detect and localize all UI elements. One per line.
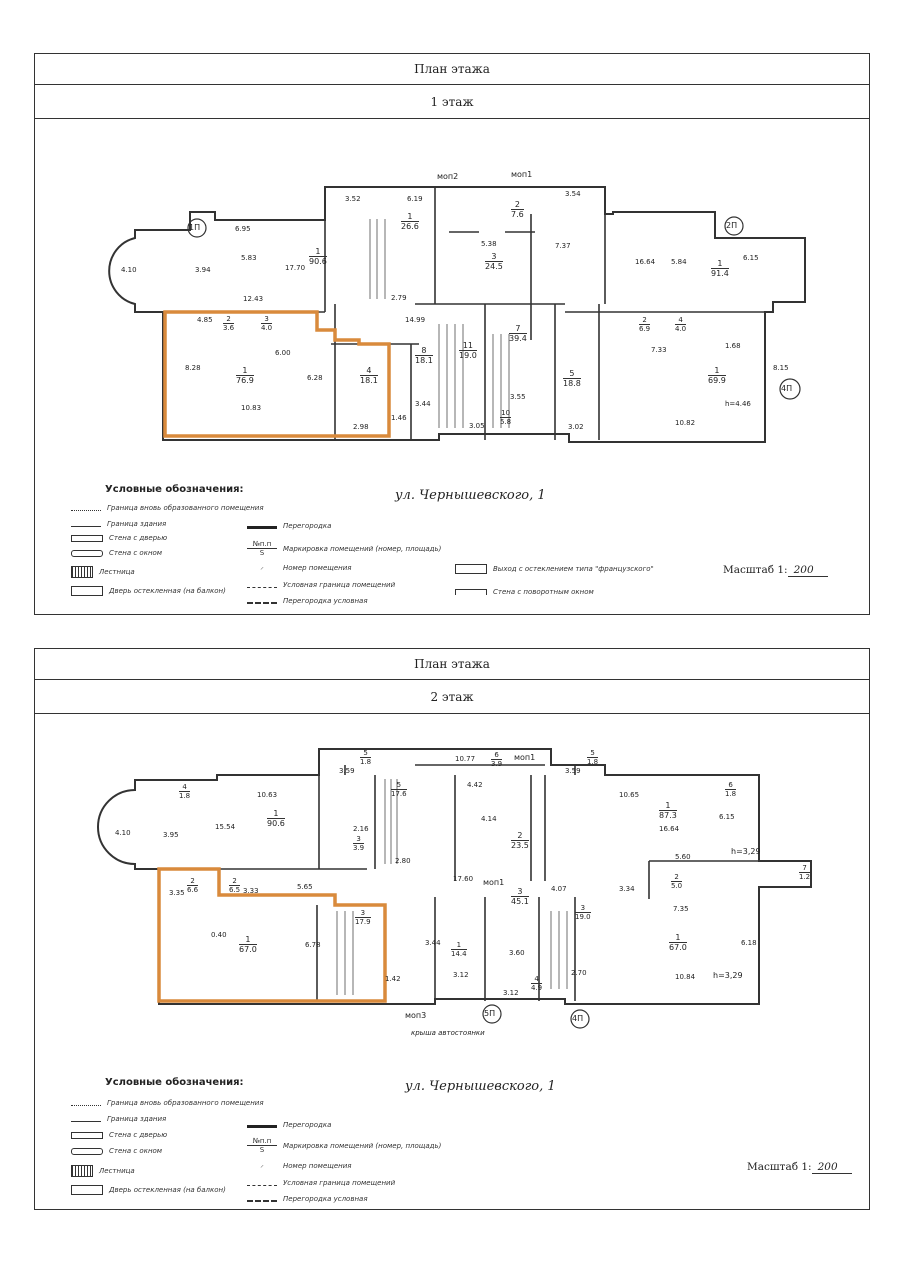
dimension: 0.40 — [211, 931, 227, 939]
dimension: 10.82 — [675, 419, 696, 427]
street-address: ул. Чернышевского, 1 — [405, 1079, 556, 1094]
scale-note: Масштаб 1: 200 — [747, 1161, 852, 1173]
stair-label-mop1: моп1 — [483, 878, 505, 887]
legend-item: №п.п S Маркировка помещений (номер, площадь) — [247, 540, 441, 557]
dimension: 5.60 — [675, 853, 691, 861]
dimension: 2.80 — [395, 857, 411, 865]
axis-mark-4p: 4П — [572, 1014, 584, 1023]
room-label: 2 6.6 — [187, 877, 199, 894]
dimension: 4.14 — [481, 815, 497, 823]
dimension: 6.78 — [305, 941, 321, 949]
room-label: 3 45.1 — [511, 887, 529, 906]
room-label: 6 1.8 — [725, 781, 737, 798]
dimension: 2.79 — [391, 294, 407, 302]
legend-item: Граница вновь образованного помещения — [71, 1099, 264, 1107]
dimension: 5.65 — [297, 883, 313, 891]
dimension: 3.33 — [243, 887, 259, 895]
room-label: 1 14.4 — [451, 941, 467, 958]
dimension: 17.70 — [285, 264, 306, 272]
dimension: 3.35 — [169, 889, 185, 897]
roof-note: крыша автостоянки — [411, 1029, 485, 1037]
dimension: 12.43 — [243, 295, 264, 303]
dimension: 3.34 — [619, 885, 635, 893]
legend-item: Стена с окном — [71, 1147, 162, 1155]
legend-item: Граница здания — [71, 1115, 166, 1123]
room-label: 2 3.6 — [223, 315, 235, 332]
room-label: 5 1.8 — [360, 749, 372, 766]
dimension: 3.55 — [510, 393, 526, 401]
legend-item: Граница здания — [71, 520, 166, 528]
room-label: 7 39.4 — [509, 324, 527, 343]
dimension: 10.84 — [675, 973, 696, 981]
room-label: 4 18.1 — [360, 366, 378, 385]
room-label: 4 1.8 — [179, 783, 191, 800]
axis-mark-4p: 4П — [781, 384, 793, 393]
legend-item: Стена с окном — [71, 549, 162, 557]
legend-item: Стена с поворотным окном — [455, 588, 594, 596]
dimension: 6.19 — [407, 195, 423, 203]
room-label: 4 4.9 — [531, 975, 543, 992]
room-label: 1 26.6 — [401, 212, 419, 231]
room-label: 2 23.5 — [511, 831, 529, 850]
dimension: 1.46 — [391, 414, 407, 422]
dimension: 2.16 — [353, 825, 369, 833]
room-label: 2 6.9 — [639, 316, 651, 333]
dimension: 3.59 — [565, 767, 581, 775]
legend-item: Перегородка — [247, 522, 331, 530]
legend — [35, 649, 869, 1209]
dimension: 7.35 — [673, 905, 689, 913]
dimension: 3.44 — [415, 400, 431, 408]
street-address: ул. Чернышевского, 1 — [395, 488, 546, 503]
dimension: 17.60 — [453, 875, 474, 883]
dimension: 3.95 — [163, 831, 179, 839]
axis-mark-2p: 2П — [726, 221, 738, 230]
room-label: 11 19.0 — [459, 341, 477, 360]
dimension: 3.12 — [503, 989, 519, 997]
room-label: 1 90.6 — [267, 809, 285, 828]
dimension: 6.18 — [741, 939, 757, 947]
legend-item: Дверь остекленная (на балкон) — [71, 586, 226, 596]
dimension: 16.64 — [635, 258, 656, 266]
dimension: h=3,29 — [713, 971, 743, 980]
dimension: 5.84 — [671, 258, 687, 266]
room-label: 1 91.4 — [711, 259, 729, 278]
dimension: 3.94 — [195, 266, 211, 274]
dimension: 8.15 — [773, 364, 789, 372]
sheet-title: План этажа — [35, 54, 869, 85]
dimension: 2.98 — [353, 423, 369, 431]
room-label: 7 1.2 — [799, 864, 811, 881]
dimension: 7.37 — [555, 242, 571, 250]
legend-item: Условная граница помещений — [247, 581, 395, 589]
floor-label: 2 этаж — [35, 680, 869, 714]
dimension: 3.44 — [425, 939, 441, 947]
dimension: 2.70 — [571, 969, 587, 977]
room-label: 5 1.8 — [587, 749, 599, 766]
dimension: 8.28 — [185, 364, 201, 372]
sheet-title: План этажа — [35, 649, 869, 680]
room-label: 2 5.0 — [671, 873, 683, 890]
legend-item: Лестница — [71, 1165, 135, 1177]
room-label: 1 67.0 — [669, 933, 687, 952]
dimension: 3.05 — [469, 422, 485, 430]
legend-title: Условные обозначения: — [105, 484, 244, 495]
stair-label-mop1: моп1 — [511, 170, 533, 179]
scale-note: Масштаб 1: 200 — [723, 564, 828, 576]
stair-label-mop3: моп3 — [405, 1011, 427, 1020]
dimension: 5.83 — [241, 254, 257, 262]
legend-item: №п.п S Маркировка помещений (номер, площадь) — [247, 1137, 441, 1154]
dimension: 15.54 — [215, 823, 236, 831]
room-label: 10 5.8 — [500, 409, 512, 426]
room-label: 2 6.5 — [229, 877, 241, 894]
dimension: 10.63 — [257, 791, 278, 799]
legend-item: Перегородка — [247, 1121, 331, 1129]
axis-mark-1p: 1П — [189, 223, 201, 232]
floor-plan-sheet-2 — [34, 648, 870, 1210]
dimension: 5.38 — [481, 240, 497, 248]
dimension: 3.02 — [568, 423, 584, 431]
dimension: h=3,29 — [731, 847, 761, 856]
dimension: 4.10 — [121, 266, 137, 274]
dimension: 3.59 — [339, 767, 355, 775]
legend-item: Дверь остекленная (на балкон) — [71, 1185, 226, 1195]
stair-label-mop2: моп2 — [437, 172, 459, 181]
dimension: 6.95 — [235, 225, 251, 233]
stair-label-mop1: моп1 — [514, 753, 536, 762]
legend-item: Стена с дверью — [71, 534, 167, 542]
legend-item: Граница вновь образованного помещения — [71, 504, 264, 512]
legend-item: Стена с дверью — [71, 1131, 167, 1139]
dimension: 6.00 — [275, 349, 291, 357]
dimension: 3.12 — [453, 971, 469, 979]
dimension: 3.60 — [509, 949, 525, 957]
dimension: 4.07 — [551, 885, 567, 893]
axis-mark-5p: 5П — [484, 1009, 496, 1018]
room-label: 3 3.9 — [353, 835, 365, 852]
dimension: 4.85 — [197, 316, 213, 324]
legend-item: ⸝ Номер помещения — [260, 1161, 352, 1170]
dimension: 16.64 — [659, 825, 680, 833]
legend — [35, 54, 869, 614]
legend-item: ⸝ Номер помещения — [260, 563, 352, 572]
dimension: 7.33 — [651, 346, 667, 354]
room-label: 5 18.8 — [563, 369, 581, 388]
floor-label: 1 этаж — [35, 85, 869, 119]
room-label: 2 7.6 — [511, 200, 524, 219]
dimension: 3.52 — [345, 195, 361, 203]
dimension: 3.54 — [565, 190, 581, 198]
room-label: 3 19.0 — [575, 904, 591, 921]
room-label: 5 17.6 — [391, 781, 407, 798]
dimension: 14.99 — [405, 316, 426, 324]
room-label: 3 24.5 — [485, 252, 503, 271]
dimension: 4.10 — [115, 829, 131, 837]
legend-item: Условная граница помещений — [247, 1179, 395, 1187]
dimension: 6.15 — [743, 254, 759, 262]
room-label: 3 4.0 — [261, 315, 273, 332]
dimension: 4.42 — [467, 781, 483, 789]
dimension: 10.65 — [619, 791, 640, 799]
room-label: 1 67.0 — [239, 935, 257, 954]
legend-item: Выход с остеклением типа "французского" — [455, 564, 654, 574]
legend-item: Лестница — [71, 566, 135, 578]
dimension: 10.77 — [455, 755, 476, 763]
legend-item: Перегородка условная — [247, 597, 368, 605]
room-label: 6 3.9 — [491, 751, 503, 768]
dimension: 1.68 — [725, 342, 741, 350]
room-label: 1 76.9 — [236, 366, 254, 385]
room-label: 1 69.9 — [708, 366, 726, 385]
legend-title: Условные обозначения: — [105, 1077, 244, 1088]
legend-item: Перегородка условная — [247, 1195, 368, 1203]
dimension: 6.15 — [719, 813, 735, 821]
room-label: 8 18.1 — [415, 346, 433, 365]
dimension: 1.42 — [385, 975, 401, 983]
dimension: 6.28 — [307, 374, 323, 382]
dimension: 10.83 — [241, 404, 262, 412]
room-label: 3 17.9 — [355, 909, 371, 926]
floor-plan-sheet-1 — [34, 53, 870, 615]
dimension: h=4.46 — [725, 400, 751, 408]
room-label: 1 90.6 — [309, 247, 327, 266]
room-label: 1 87.3 — [659, 801, 677, 820]
room-label: 4 4.0 — [675, 316, 687, 333]
